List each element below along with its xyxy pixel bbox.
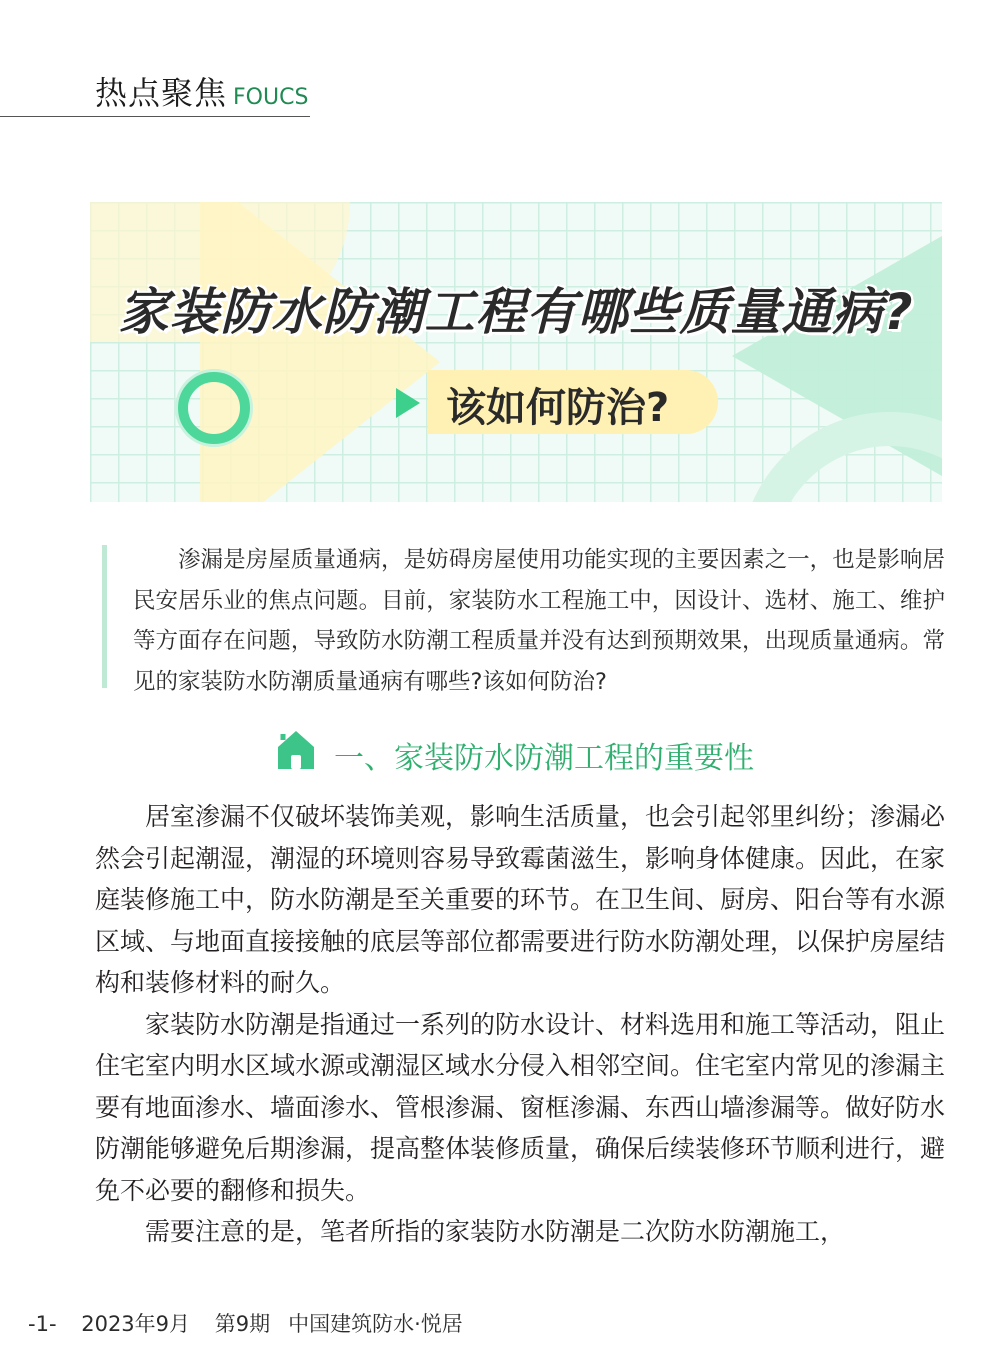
header-divider [0,116,310,117]
body-paragraph: 居室渗漏不仅破坏装饰美观，影响生活质量，也会引起邻里纠纷；渗漏必然会引起潮湿，潮湿的环境则容易导致霉菌滋生，影响身体健康。因此，在家庭装修施工中，防水防潮是至关重要的环节。在卫生间、厨房、阳台等有水源区域、与地面直接接触的底层等部位都需要进行防水防潮处理，以保护房屋结构和装修材料的耐久。 [95,802,946,997]
issue-number: 第9期 [214,1312,271,1336]
house-icon [275,728,317,772]
banner-yellow-triangle [200,202,440,502]
body-paragraph: 家装防水防潮是指通过一系列的防水设计、材料选用和施工等活动，阻止住宅室内明水区域水源或潮湿区域水分侵入相邻空间。住宅室内常见的渗漏主要有地面渗水、墙面渗水、管根渗漏、窗框渗漏、东西山墙渗漏等。做好防水防潮能够避免后期渗漏，提高整体装修质量，确保后续装修环节顺利进行，避免不必要的翻修和损失。 [95,1009,946,1205]
body-paragraph: 需要注意的是，笔者所指的家装防水防潮是二次防水防潮施工， [145,1217,846,1246]
title-banner [90,202,942,502]
page-number: -1- [28,1312,57,1336]
intro-paragraph: 渗漏是房屋质量通病，是妨碍房屋使用功能实现的主要因素之一，也是影响居民安居乐业的焦点问题。目前，家装防水工程施工中，因设计、选材、施工、维护等方面存在问题，导致防水防潮工程质量并没有达到预期效果，出现质量通病。常见的家装防水防潮质量通病有哪些?该如何防治? [133,547,945,695]
page-footer [28,1308,481,1338]
article-title: 家装防水防潮工程有哪些质量通病? [118,283,914,341]
intro-accent-bar [102,545,107,688]
section-name-en: FOUCS [233,85,309,110]
article-body [95,796,945,1253]
article-subtitle: 该如何防治? [446,385,670,431]
section-heading: 一、家装防水防潮工程的重要性 [334,741,754,776]
section-header [95,68,308,114]
ring-decoration-icon [178,372,250,444]
magazine-name: 中国建筑防水·悦居 [288,1312,463,1336]
play-arrow-icon [396,388,420,418]
issue-date: 2023年9月 [81,1312,191,1336]
section-name-cn: 热点聚焦 [95,74,228,112]
